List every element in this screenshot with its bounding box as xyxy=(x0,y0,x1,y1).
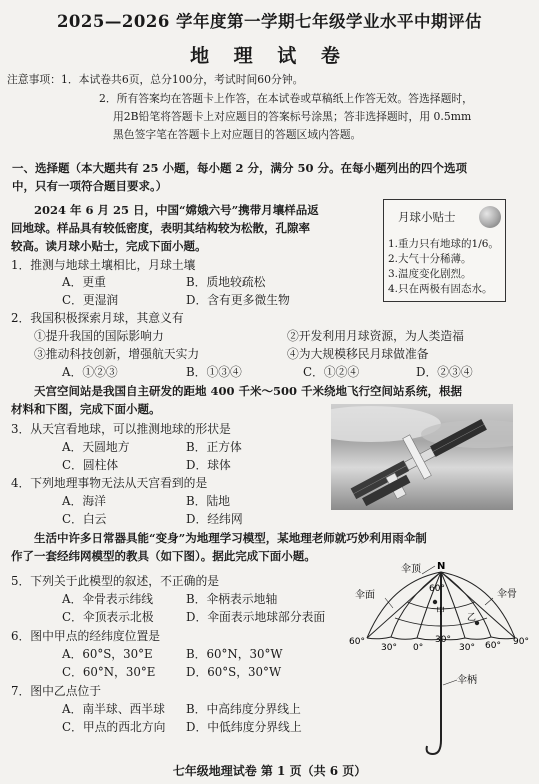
q3-option-b: B．正方体 xyxy=(186,440,242,454)
q2-statement-4: ④为大规模移民月球做准备 xyxy=(287,347,429,361)
moon-icon xyxy=(479,206,501,228)
q1-option-d: D．含有更多微生物 xyxy=(186,293,290,307)
notice-line-1: 注意事项：1．本试卷共6页，总分100分，考试时间60分钟。 xyxy=(7,73,304,86)
space-station-image xyxy=(331,404,513,510)
moon-tip-title: 月球小贴士 xyxy=(398,210,456,224)
q6-stem: 6．图中甲点的经纬度位置是 xyxy=(11,629,161,643)
label-jia: 甲 xyxy=(436,607,446,617)
passage2-line-1: 天宫空间站是我国自主研发的距地 400 千米～500 千米绕地飞行空间站系统，根据 xyxy=(34,384,463,398)
q6-option-a: A．60°S，30°E xyxy=(62,647,153,661)
q7-option-d: D．中低纬度分界线上 xyxy=(186,720,302,734)
q7-option-c: C．甲点的西北方向 xyxy=(62,720,166,734)
q2-option-c: C．①②④ xyxy=(303,365,360,379)
moon-tip-item: 2.大气十分稀薄。 xyxy=(388,253,472,265)
passage2-line-2: 材料和下图，完成下面小题。 xyxy=(11,402,161,416)
point-jia xyxy=(433,600,437,604)
moon-tip-item: 3.温度变化剧烈。 xyxy=(388,268,472,280)
exam-subtitle: 地 理 试 卷 xyxy=(190,45,349,67)
q5-option-a: A．伞骨表示纬线 xyxy=(62,592,154,606)
q5-stem: 5．下列关于此模型的叙述，不正确的是 xyxy=(11,574,220,588)
q3-stem: 3．从天宫看地球，可以推测地球的形状是 xyxy=(11,422,231,436)
q1-stem: 1．推测与地球土壤相比，月球土壤 xyxy=(11,258,196,272)
moon-tip-box xyxy=(383,199,506,302)
q2-statement-2: ②开发利用月球资源，为人类造福 xyxy=(287,329,464,343)
q4-stem: 4．下列地理事物无法从天宫看到的是 xyxy=(11,476,208,490)
q4-option-b: B．陆地 xyxy=(186,494,231,508)
q2-option-d: D．②③④ xyxy=(416,365,473,379)
q4-option-d: D．经纬网 xyxy=(186,512,243,526)
passage1-line-2: 回地球。样品具有较低密度，表明其结构较为松散，孔隙率 xyxy=(11,221,310,235)
notice-line-4: 黑色签字笔在答题卡上对应题目的答题区域内答题。 xyxy=(113,128,362,141)
q2-statement-1: ①提升我国的国际影响力 xyxy=(34,329,164,343)
passage1-line-3: 较高。读月球小贴士，完成下面小题。 xyxy=(11,239,207,253)
passage3-line-2: 作了一套经纬网模型的教具（如下图）。据此完成下面小题。 xyxy=(11,549,316,563)
q7-stem: 7．图中乙点位于 xyxy=(11,684,102,698)
passage3-line-1: 生活中许多日常器具能“变身”为地理学习模型，某地理老师就巧妙利用雨伞制 xyxy=(34,531,427,545)
q5-option-c: C．伞顶表示北极 xyxy=(62,610,154,624)
label-lon-0: 0° xyxy=(413,643,424,653)
q2-statement-3: ③推动科技创新，增强航天实力 xyxy=(34,347,200,361)
section1-line-2: 中，只有一项符合题目要求。） xyxy=(12,179,168,193)
label-umbrella-rib: 伞骨 xyxy=(497,589,517,600)
label-north: N xyxy=(437,561,446,572)
moon-tip-item: 1.重力只有地球的1/6。 xyxy=(388,238,499,250)
q1-option-a: A．更重 xyxy=(62,275,106,289)
label-lon-30w: 30° xyxy=(381,643,397,653)
label-umbrella-face: 伞面 xyxy=(355,590,375,601)
label-lon-90: 90° xyxy=(513,637,529,647)
q1-option-c: C．更湿润 xyxy=(62,293,119,307)
q5-option-b: B．伞柄表示地轴 xyxy=(186,592,278,606)
notice-line-2: 2．所有答案均在答题卡上作答，在本试卷或草稿纸上作答无效。答选择题时， xyxy=(99,92,473,105)
q2-option-b: B．①③④ xyxy=(186,365,242,379)
q3-option-c: C．圆柱体 xyxy=(62,458,119,472)
label-lon-30: 30° xyxy=(435,635,451,645)
label-lat-60: 60° xyxy=(429,584,445,594)
label-lon-60e: 60° xyxy=(485,641,501,651)
q6-option-d: D．60°S，30°W xyxy=(186,665,282,679)
space-station-photo xyxy=(331,404,513,510)
q3-option-d: D．球体 xyxy=(186,458,231,472)
passage1-line-1: 2024 年 6 月 25 日，中国“嫦娥六号”携带月壤样品返 xyxy=(34,203,319,217)
q6-option-c: C．60°N，30°E xyxy=(62,665,156,679)
q4-option-a: A．海洋 xyxy=(62,494,106,508)
notice-line-3: 用2B铅笔将答题卡上对应题目的答案标号涂黑；答非选择题时，用 0.5mm xyxy=(113,110,472,123)
umbrella-graticule-diagram xyxy=(345,560,535,758)
q5-option-d: D．伞面表示地球部分表面 xyxy=(186,610,326,624)
page-footer: 七年级地理试卷 第 1 页（共 6 页） xyxy=(172,764,367,778)
label-yi: 乙 xyxy=(467,613,477,623)
q3-option-a: A．天圆地方 xyxy=(62,440,130,454)
q7-option-b: B．中高纬度分界线上 xyxy=(186,702,301,716)
label-lon-30e: 30° xyxy=(459,643,475,653)
q1-option-b: B．质地较疏松 xyxy=(186,275,266,289)
moon-tip-item: 4.只在两极有固态水。 xyxy=(388,283,493,295)
label-lon-60w: 60° xyxy=(349,637,365,647)
q2-stem: 2．我国积极探索月球，其意义有 xyxy=(11,311,184,325)
label-umbrella-top: 伞顶 xyxy=(401,564,421,575)
q6-option-b: B．60°N，30°W xyxy=(186,647,283,661)
section1-line-1: 一、选择题（本大题共有 25 小题，每小题 2 分，满分 50 分。在每小题列出的四个选项 xyxy=(12,161,468,175)
q4-option-c: C．白云 xyxy=(62,512,107,526)
label-umbrella-handle: 伞柄 xyxy=(457,675,477,686)
q7-option-a: A．南半球、西半球 xyxy=(62,702,165,716)
exam-title: 2025—2026 学年度第一学期七年级学业水平中期评估 xyxy=(56,12,483,31)
q2-option-a: A．①②③ xyxy=(62,365,118,379)
